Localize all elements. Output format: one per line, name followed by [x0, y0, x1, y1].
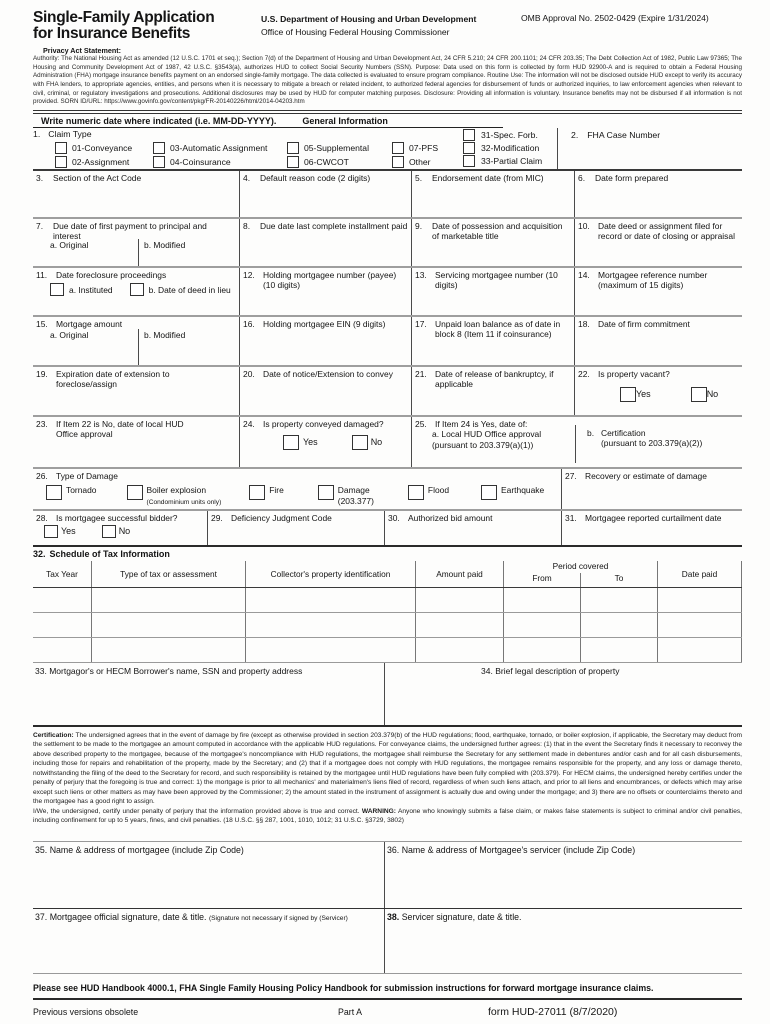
field-19-label: Expiration date of extension to foreclose/assign — [56, 368, 170, 390]
field-34-number: 34. — [481, 665, 493, 676]
field-27-label: Recovery or estimate of damage — [585, 470, 707, 481]
field-17-cell[interactable] — [412, 317, 575, 365]
claim-col-4 — [392, 141, 438, 169]
field-17-label: Unpaid loan balance as of date in block 8 (Item 11 if coinsurance) — [435, 318, 561, 340]
field-4-number: 4. — [243, 172, 251, 183]
claim-type-section — [33, 128, 558, 169]
field-3-cell[interactable] — [33, 171, 240, 217]
previous-versions-note: Previous versions obsolete — [33, 1006, 139, 1017]
field-22-yes-label: Yes — [636, 389, 651, 400]
field-8-label: Due date last complete installment paid — [260, 220, 408, 231]
field-7-cell[interactable] — [33, 219, 240, 266]
claim-col-2 — [153, 141, 267, 169]
field-38-number: 38. — [387, 911, 400, 922]
department-line1: U.S. Department of Housing and Urban Development — [261, 14, 477, 24]
field-38-cell[interactable] — [385, 909, 742, 973]
claim-01-conveyance-label: 01-Conveyance — [72, 142, 133, 153]
fha-case-number-number: 2. — [571, 129, 579, 140]
field-25b-pursuant: (pursuant to 203.379(a)(2)) — [601, 438, 703, 449]
field-35-number: 35. — [35, 844, 48, 855]
field-28-no-label: No — [118, 526, 131, 537]
claim-07-pfs-label: 07-PFS — [409, 142, 439, 153]
field-23-label: If Item 22 is No, date of local HUD Office approval — [56, 418, 184, 440]
row-15-18 — [33, 315, 742, 365]
field-7a-label: a. Original — [50, 239, 89, 250]
certification-paragraph: The undersigned agrees that in the event of damage by fire (except as otherwise provided in section 203.379(b) of the HUD regulations; flood, earthquake, tornado, or boiler explosion, if applicable, the Secretary may deduct from the settlement to be made to the mortgagee an amount computed in accordance with the applicable HUD regulations. For conveyance claims, the undersigned further agrees: (1) that in the event the Secretary finds it necessary to reconvey the above described property to the mortgagee, because of the mortgagee's noncompliance with HUD regulations, the mortgagee shall reimburse the Secretary for any settlement made in debentures and/or cash and for all cash disbursements, including those for repairs and rehabilitation of the property, made by the Secretary; and (2) that if a mortgagee does not comply with HUD regulations, the mortgagee remains responsible for the property, and any loss or damage thereto, notwithstanding the filing of the deed to the Secretary for record, and such responsibility is retained by the mortgagee until HUD regulations have been fully complied with (203.379). For HECM claims, the undersigned hereby certifies under the penalty of perjury that the foregoing is true and correct: 1) the mortgage is prior to all mechanics' and materialmen's liens filed of record, regardless of when such liens attach, and prior to all liens and encumbrances, or defects which may arise except such liens or other matters as may have been approved by the Commissioner; 2) the amount stated in the instrument of assignment is actually due and owing under the mortgage; and 3) there are no offsets or counterclaims thereto and the mortgagee has a good right to assign. — [33, 731, 742, 806]
field-15b-label: b. Modified — [144, 329, 186, 340]
warning-text: Anyone who knowingly submits a false claim, or makes false statements is subject to criminal and/or civil penalties, including confinement for up to 5 years, fines, and civil penalties. (18 U.S.C. §§ 287, 1001, 1010, 1012; 31 U.S.C. §3729, 3802) — [33, 807, 743, 825]
field-25-number: 25. — [415, 418, 427, 429]
field-25a-label: a. Local HUD Office approval — [432, 429, 542, 440]
claim-type-number: 1. — [33, 128, 41, 139]
damage-damage-note: (203.377) — [337, 495, 374, 506]
part-label: Part A — [338, 1006, 362, 1017]
field-20-label: Date of notice/Extension to convey — [263, 368, 393, 379]
claim-03-automatic-assignment-checkbox[interactable] — [153, 142, 165, 154]
fha-case-number-field[interactable] — [557, 128, 742, 171]
field-19-cell[interactable] — [33, 367, 240, 415]
field-35-label: Name & address of mortgagee (include Zip Code) — [49, 844, 244, 855]
handbook-note: Please see HUD Handbook 4000.1, FHA Single Family Housing Policy Handbook for submission instructions for forward mortgage insurance claims. — [33, 983, 742, 1000]
field-11a-label: a. Instituted — [69, 284, 113, 295]
damage-boiler-label: Boiler explosion — [146, 485, 207, 496]
tax-schedule-text: Schedule of Tax Information — [49, 548, 170, 559]
field-33-number: 33. — [35, 665, 47, 676]
field-7-divider — [138, 239, 139, 266]
damage-damage-checkbox[interactable] — [318, 485, 334, 500]
field-26-number: 26. — [36, 470, 48, 481]
field-16-cell[interactable] — [240, 317, 412, 365]
claim-type-label — [33, 129, 92, 139]
field-14-label: Mortgagee reference number (maximum of 15 digits) — [598, 269, 708, 291]
field-21-label: Date of release of bankruptcy, if applicable — [435, 368, 554, 390]
field-33-cell[interactable] — [33, 663, 385, 725]
field-15-cell[interactable] — [33, 317, 240, 365]
claim-02-assignment-label: 02-Assignment — [72, 156, 130, 167]
field-12-label: Holding mortgagee number (payee) (10 digits) — [263, 269, 397, 291]
field-22-no-checkbox[interactable] — [691, 387, 707, 402]
damage-earthquake-label: Earthquake — [501, 485, 545, 496]
field-24-label: Is property conveyed damaged? — [263, 418, 384, 429]
page-footer — [33, 1000, 742, 1018]
warning-label: WARNING: — [361, 807, 396, 815]
field-36-label: Name & address of Mortgagee's servicer (include Zip Code) — [401, 844, 636, 855]
tax-col-to: To — [580, 573, 657, 587]
field-34-cell[interactable] — [385, 663, 742, 725]
field-11-cell[interactable] — [33, 268, 240, 315]
field-4-label: Default reason code (2 digits) — [260, 172, 371, 183]
field-22-yes-checkbox[interactable] — [620, 387, 636, 402]
field-11b-label: b. Date of deed in lieu — [148, 284, 231, 295]
field-25a-pursuant: (pursuant to 203.379(a)(1)) — [432, 439, 534, 450]
field-25-label: If Item 24 is Yes, date of: — [435, 418, 528, 429]
field-4-cell[interactable] — [240, 171, 412, 217]
field-29-cell[interactable] — [208, 511, 385, 545]
field-11a-instituted-checkbox[interactable] — [50, 283, 64, 296]
tax-col-amount: Amount paid — [416, 561, 504, 587]
field-12-cell[interactable] — [240, 268, 412, 315]
field-10-label: Date deed or assignment filed for record or date of closing or appraisal — [598, 220, 735, 242]
damage-damage-label: Damage — [337, 485, 370, 496]
field-5-number: 5. — [415, 172, 423, 183]
field-15-divider — [138, 329, 139, 365]
field-12-number: 12. — [243, 269, 255, 280]
field-24-yes-checkbox[interactable] — [283, 435, 299, 450]
field-20-number: 20. — [243, 368, 255, 379]
field-29-number: 29. — [211, 512, 223, 523]
claim-06-cwcot-label: 06-CWCOT — [304, 156, 349, 167]
field-3-number: 3. — [36, 172, 44, 183]
row-7-10 — [33, 217, 742, 266]
field-15a-label: a. Original — [50, 329, 89, 340]
field-28-number: 28. — [36, 512, 48, 523]
claim-type-row — [33, 128, 742, 170]
field-10-cell[interactable] — [575, 219, 742, 266]
field-3-label: Section of the Act Code — [53, 172, 142, 183]
field-11b-deed-in-lieu-checkbox[interactable] — [130, 283, 144, 296]
field-36-cell[interactable] — [385, 842, 742, 908]
general-information-heading: General Information — [302, 115, 388, 126]
field-35-cell[interactable] — [33, 842, 385, 908]
field-31-label: Mortgagee reported curtailment date — [585, 512, 722, 523]
field-25-cell[interactable] — [412, 417, 742, 467]
field-15-number: 15. — [36, 318, 48, 329]
tax-col-period-covered — [504, 561, 658, 587]
tax-col-from: From — [532, 572, 552, 583]
field-37-cell[interactable] — [33, 909, 385, 973]
form-title-line1: Single-Family Application — [33, 9, 215, 26]
field-6-label: Date form prepared — [595, 172, 669, 183]
claim-other-checkbox[interactable] — [392, 156, 404, 168]
field-34-label: Brief legal description of property — [495, 665, 620, 676]
field-9-number: 9. — [415, 220, 423, 231]
field-7-number: 7. — [36, 220, 44, 231]
field-18-number: 18. — [578, 318, 590, 329]
field-25-divider — [575, 425, 576, 463]
tax-row-3[interactable] — [33, 638, 742, 663]
form-number: form HUD-27011 (8/7/2020) — [488, 1005, 618, 1018]
row-28-31 — [33, 509, 742, 545]
form-header — [33, 10, 742, 42]
field-7b-label: b. Modified — [144, 239, 186, 250]
claim-07-pfs-checkbox[interactable] — [392, 142, 404, 154]
field-14-cell[interactable] — [575, 268, 742, 315]
omb-approval: OMB Approval No. 2502-0429 (Expire 1/31/2024) — [521, 13, 709, 23]
tax-row-1[interactable] — [33, 588, 742, 613]
tax-table-header — [33, 561, 742, 588]
claim-02-assignment-checkbox[interactable] — [55, 156, 67, 168]
claim-32-modification-label: 32-Modification — [481, 143, 540, 154]
field-5-label: Endorsement date (from MIC) — [432, 172, 544, 183]
field-26-cell[interactable] — [33, 469, 562, 509]
field-27-number: 27. — [565, 470, 577, 481]
field-24-yes-label: Yes — [303, 437, 318, 448]
field-11-label: Date foreclosure proceedings — [56, 269, 167, 280]
field-24-number: 24. — [243, 418, 255, 429]
tax-schedule-number: 32. — [33, 548, 46, 559]
field-22-label: Is property vacant? — [598, 368, 670, 379]
claim-col-3 — [287, 141, 369, 169]
claim-31-spec-forb-checkbox[interactable] — [463, 129, 475, 141]
field-16-label: Holding mortgagee EIN (9 digits) — [263, 318, 386, 329]
damage-boiler-checkbox[interactable] — [127, 485, 143, 500]
field-8-number: 8. — [243, 220, 251, 231]
field-22-cell[interactable] — [575, 367, 742, 415]
damage-flood-checkbox[interactable] — [408, 485, 424, 500]
damage-flood-label: Flood — [427, 485, 450, 496]
damage-tornado-checkbox[interactable] — [46, 485, 62, 500]
privacy-act-label: Privacy Act Statement: — [43, 46, 122, 56]
row-3-6 — [33, 170, 742, 217]
field-19-number: 19. — [36, 368, 48, 379]
field-30-number: 30. — [388, 512, 400, 523]
damage-fire-checkbox[interactable] — [249, 485, 265, 500]
field-30-label: Authorized bid amount — [408, 512, 493, 523]
form-title-line2: for Insurance Benefits — [33, 25, 191, 43]
tax-col-type: Type of tax or assessment — [92, 561, 246, 587]
field-13-number: 13. — [415, 269, 427, 280]
claim-04-coinsurance-checkbox[interactable] — [153, 156, 165, 168]
row-33-34 — [33, 663, 742, 727]
department-heading — [261, 10, 521, 42]
instruction-bar — [33, 114, 503, 128]
field-29-label: Deficiency Judgment Code — [231, 512, 332, 523]
field-25b-label: Certification — [601, 427, 646, 438]
field-21-number: 21. — [415, 368, 427, 379]
claim-31-spec-forb-label: 31-Spec. Forb. — [481, 130, 538, 141]
field-18-cell[interactable] — [575, 317, 742, 365]
fha-case-number-label: FHA Case Number — [587, 129, 661, 140]
row-11-14 — [33, 266, 742, 315]
claim-05-supplemental-label: 05-Supplemental — [304, 142, 369, 153]
row-37-38 — [33, 909, 742, 974]
claim-col-5 — [463, 129, 542, 168]
field-6-number: 6. — [578, 172, 586, 183]
field-14-number: 14. — [578, 269, 590, 280]
field-7-label: Due date of first payment to principal and interest — [53, 220, 207, 242]
field-31-number: 31. — [565, 512, 577, 523]
field-38-label: Servicer signature, date & title. — [401, 911, 522, 922]
tax-row-2[interactable] — [33, 613, 742, 638]
field-6-cell[interactable] — [575, 171, 742, 217]
field-37-label: Mortgagee official signature, date & title. — [49, 911, 207, 922]
field-22-no-label: No — [706, 389, 719, 400]
field-31-cell[interactable] — [562, 511, 742, 545]
field-24-no-checkbox[interactable] — [352, 435, 368, 450]
field-24-cell[interactable] — [240, 417, 412, 467]
claim-32-modification-checkbox[interactable] — [463, 142, 475, 154]
field-37-number: 37. — [35, 911, 48, 922]
claim-03-automatic-assignment-label: 03-Automatic Assignment — [170, 142, 268, 153]
tax-col-date-paid: Date paid — [658, 561, 742, 587]
row-35-36 — [33, 842, 742, 909]
field-28-yes-label: Yes — [61, 526, 76, 537]
tax-schedule-title — [33, 545, 742, 561]
date-format-instruction: Write numeric date where indicated (i.e. MM-DD-YYYY). — [41, 115, 277, 126]
department-line2: Office of Housing Federal Housing Commissioner — [261, 26, 450, 37]
field-26-label: Type of Damage — [56, 470, 118, 481]
row-26-27 — [33, 467, 742, 509]
damage-earthquake-checkbox[interactable] — [481, 485, 497, 500]
field-28-no-checkbox[interactable] — [102, 525, 116, 538]
damage-fire-label: Fire — [269, 485, 284, 496]
field-9-label: Date of possession and acquisition of marketable title — [432, 220, 563, 242]
field-13-cell[interactable] — [412, 268, 575, 315]
certification-label: Certification: — [33, 731, 74, 739]
field-8-cell[interactable] — [240, 219, 412, 266]
field-20-cell[interactable] — [240, 367, 412, 415]
certification-text — [33, 727, 742, 828]
damage-tornado-label: Tornado — [66, 485, 97, 496]
field-25b-block — [587, 428, 702, 449]
field-33-label: Mortgagor's or HECM Borrower's name, SSN and property address — [49, 665, 303, 676]
claim-04-coinsurance-label: 04-Coinsurance — [170, 156, 231, 167]
field-28-label: Is mortgagee successful bidder? — [56, 512, 178, 523]
row-23-25 — [33, 415, 742, 467]
field-27-cell[interactable] — [562, 469, 742, 509]
field-17-number: 17. — [415, 318, 427, 329]
row-19-22 — [33, 365, 742, 415]
claim-06-cwcot-checkbox[interactable] — [287, 156, 299, 168]
privacy-act-text: Authority: The National Housing Act as amended (12 U.S.C. 1701 et seq.); Section 7(d) of the Department of Housing and Urban Development Act, 24 CFR 5.210; 24 CFR 200.1101; 24 CFR 203.35; The Debt Collection Act of 1982, Public Law 97365; The Housing and Community Development Act of 1987, 42 U.S.C. §3543(a), authorizes HUD to collect Social Security Numbers (SSN). Purpose: Data used on this form is collected by form HUD 92900-A and is required to obtain a Federal Housing Administration (FHA) mortgage insurance benefits payment on an endorsed single-family mortgage. The data collected is evaluated to ensure program compliance. Routine Use: The information will not be disclosed outside HUD except to verify its accuracy with FHA lenders, to appropriate agencies, entities, and persons when it is necessary to mitigate a breach or related incident, to authorized federal agencies for disbursement of funds or authorized inquiries, to law enforcement agencies when relevant to civil, criminal, or regulatory investigations and prosecutions. Additional disclosures may be used by HUD for computer matching purposes. Disclosure: Providing all information is voluntary. Insurance benefits may not be disbursed if all information is not provided. SORN ID/URL: https://www.govinfo.gov/content/pkg/FR-20140226/html/2014-04203.htm — [33, 55, 742, 106]
field-23-number: 23. — [36, 418, 48, 429]
tax-period-covered-label: Period covered — [552, 560, 609, 571]
tax-col-tax-year: Tax Year — [33, 561, 92, 587]
field-22-number: 22. — [578, 368, 590, 379]
field-16-number: 16. — [243, 318, 255, 329]
field-9-cell[interactable] — [412, 219, 575, 266]
field-5-cell[interactable] — [412, 171, 575, 217]
field-15-label: Mortgage amount — [56, 318, 123, 329]
claim-type-text: Claim Type — [48, 128, 92, 139]
damage-boiler-note: (Condominium units only) — [146, 498, 222, 506]
field-24-no-label: No — [370, 437, 383, 448]
field-21-cell[interactable] — [412, 367, 575, 415]
claim-col-1 — [55, 141, 132, 169]
field-36-number: 36. — [387, 844, 400, 855]
form-title — [33, 10, 261, 42]
perjury-statement: I/We, the undersigned, certify under penalty of perjury that the information provided above is true and correct. — [33, 807, 362, 815]
field-23-cell[interactable] — [33, 417, 240, 467]
claim-01-conveyance-checkbox[interactable] — [55, 142, 67, 154]
field-11-number: 11. — [36, 269, 48, 280]
claim-05-supplemental-checkbox[interactable] — [287, 142, 299, 154]
field-25b-letter: b. — [587, 427, 595, 438]
tax-col-collector: Collector's property identification — [246, 561, 416, 587]
field-18-label: Date of firm commitment — [598, 318, 690, 329]
field-37-note: (Signature not necessary if signed by (Servicer) — [208, 914, 348, 922]
claim-33-partial-claim-checkbox[interactable] — [463, 155, 475, 167]
field-28-cell[interactable] — [33, 511, 208, 545]
field-13-label: Servicing mortgagee number (10 digits) — [435, 269, 558, 291]
field-30-cell[interactable] — [385, 511, 562, 545]
claim-other-label: Other — [409, 156, 431, 167]
claim-33-partial-claim-label: 33-Partial Claim — [481, 156, 543, 167]
field-28-yes-checkbox[interactable] — [44, 525, 58, 538]
field-10-number: 10. — [578, 220, 590, 231]
